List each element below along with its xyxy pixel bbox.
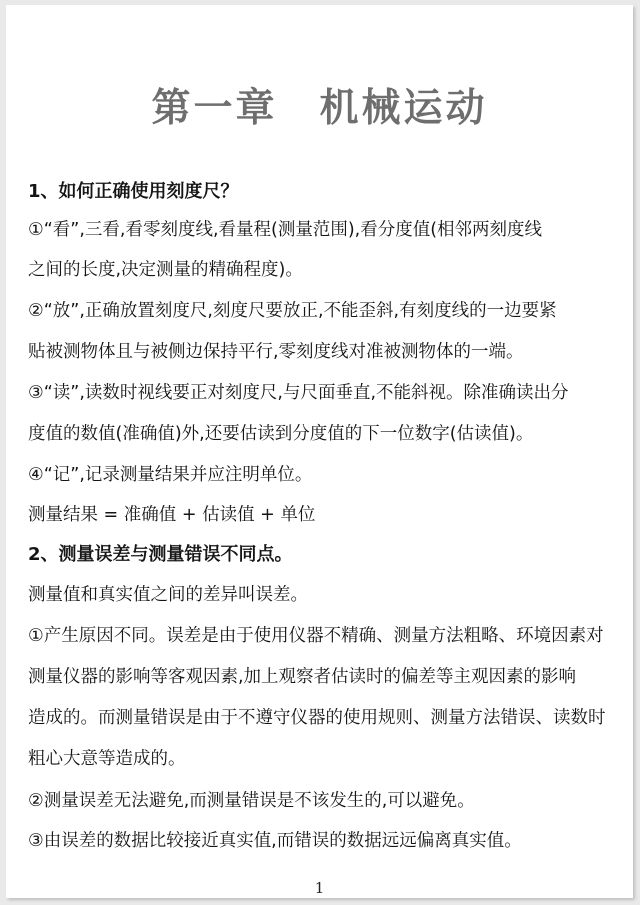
section-2-line: 粗心大意等造成的。 [28, 749, 186, 769]
page-number: 1 [314, 879, 325, 897]
section-2-line: ②测量误差无法避免,而测量错误是不该发生的,可以避免。 [28, 791, 475, 811]
chapter-title: 第一章 机械运动 [151, 86, 488, 131]
document-page [6, 5, 633, 898]
section-1-line: ①“看”,三看,看零刻度线,看量程(测量范围),看分度值(相邻两刻度线 [28, 220, 543, 240]
section-1-line: ③“读”,读数时视线要正对刻度尺,与尺面垂直,不能斜视。除准确读出分 [28, 383, 569, 403]
section-1-line: 之间的长度,决定测量的精确程度)。 [28, 260, 303, 280]
section-2-heading: 2、测量误差与测量错误不同点。 [28, 544, 293, 565]
section-1-heading: 1、如何正确使用刻度尺？ [28, 181, 239, 202]
section-2-line: 造成的。而测量错误是由于不遵守仪器的使用规则、测量方法错误、读数时 [28, 708, 606, 728]
section-2-line: 测量值和真实值之间的差异叫误差。 [28, 585, 308, 605]
section-1-line: 度值的数值(准确值)外,还要估读到分度值的下一位数字(估读值)。 [28, 424, 534, 444]
section-1-line: 贴被测物体且与被侧边保持平行,零刻度线对准被测物体的一端。 [28, 342, 524, 362]
section-1-line: ④“记”,记录测量结果并应注明单位。 [28, 465, 313, 485]
measurement-result-formula: 测量结果 = 准确值 + 估读值 + 单位 [28, 505, 316, 525]
section-2-line: 测量仪器的影响等客观因素,加上观察者估读时的偏差等主观因素的影响 [28, 667, 577, 687]
section-2-line: ③由误差的数据比较接近真实值,而错误的数据远远偏离真实值。 [28, 831, 522, 851]
section-1-line: ②“放”,正确放置刻度尺,刻度尺要放正,不能歪斜,有刻度线的一边要紧 [28, 301, 557, 321]
section-2-line: ①产生原因不同。误差是由于使用仪器不精确、测量方法粗略、环境因素对 [28, 626, 604, 646]
